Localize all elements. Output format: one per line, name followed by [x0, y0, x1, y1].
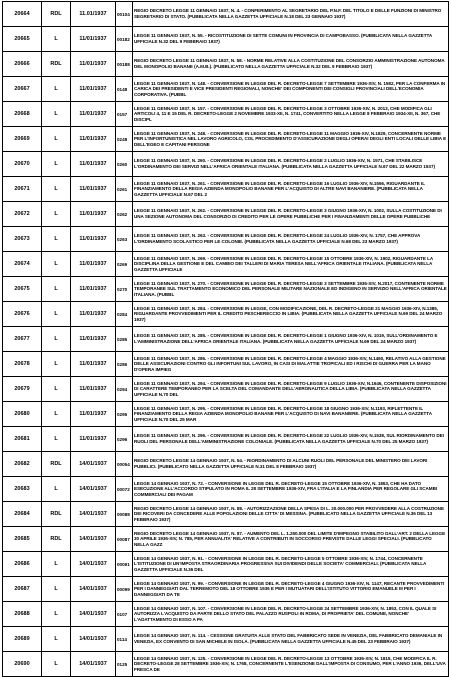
act-description	[133, 177, 449, 202]
act-type: L	[42, 102, 71, 127]
act-description-text: LEGGE 11 GENNAIO 1937, N. 262. - CONVERSIONE IN LEGGE DEL R. DECRETO-LEGGE 3 GIUGNO 1936-XIV, N. 1002, SULLA COSTITUZIONE DI UNA SEZIONE AUTONOMA DEL CONSORZIO DI CREDITO PER LE OPERE PUBBLICHE PER I FINANZIAMENTI DELLE OPERE PUBBLICHE	[134, 208, 442, 219]
act-description-text: LEGGE 11 GENNAIO 1937, N. 263. - CONVERSIONE IN LEGGE DEL R. DECRETO-LEGGE 24 LUGLIO 1936-XIV, N. 1757, CHE APPROVA L'ORDINAMENTO SCOLASTICO PER LE COLONIE. (PUBBLICATA NELLA GAZZETTA UFFICIALE N.68 DEL 23 MARZO 1937)	[134, 233, 421, 244]
register-table	[2, 1, 449, 677]
act-code: 0263	[116, 227, 133, 252]
table-row	[3, 327, 449, 352]
act-date: 11/01/1937	[71, 302, 116, 327]
record-number: 20672	[3, 202, 42, 227]
act-code: 0262	[116, 202, 133, 227]
act-type: L	[42, 127, 71, 152]
act-type: RDL	[42, 452, 71, 477]
act-description-text: LEGGE 11 GENNAIO 1937, N. 148. - CONVERSIONE IN LEGGE DEL R. DECRETO-LEGGE 7 SETTEMBRE 1936-XIV, N. 1582, PER LA CONFERMA IN CARICA DEI PRESIDENTI E VICE PRESIDENTI REGIONALI, NONCHE' DEI COMPONENTI DEI CONSIGLI PROVINCIALI DELL'ECONOMIA CORPORATIVA. (PUBBL	[134, 80, 446, 97]
table-row	[3, 177, 449, 202]
record-number: 20684	[3, 502, 42, 527]
act-description-text: LEGGE 11 GENNAIO 1937, N. 157. - CONVERSIONE IN LEGGE DEL R. DECRETO-LEGGE 3 OTTOBRE 1936-XIV, N. 2013, CHE MODIFICA GLI ARTICOLI 4, 11 E 15 DEL R. DECRETO-LEGGE 2 NOVEMBRE 1933-XII, N. 1741, CONVERTITO NELLA LEGGE 8 FEBBRAIO 1934-XII, N. 367, CHE DISCIPL	[134, 105, 441, 122]
act-code: 0294	[116, 377, 133, 402]
act-type: L	[42, 152, 71, 177]
act-description-text: LEGGE 14 GENNAIO 1937, N. 91. - CONVERSIONE IN LEGGE DEL R. DECRETO-LEGGE 5 OTTOBRE 1936-XIV, N. 1744, CONCERNENTE L'ISTITUZIONE DI UN'IMPOSTA STRAORDINARIA PROGRESSIVA SUI DIVIDENDI DELLE SOCIETA' COMMERCIALI. (PUBBLICATA NELLA GAZZETTA UFFICIALE N.36 DEL	[134, 555, 427, 572]
act-description-text: LEGGE 11 GENNAIO 1937, N. 248. - CONVERSIONE IN LEGGE DEL R. DECRETO-LEGGE 11 MAGGIO 1936-XIV, N.1829, CONCERNENTE NORME PER L'INFORTUNISTICA NEL LAVORO AGRICOLO, COL PROCEDIMENTO D'ASSICURAZIONE DEGLI OPERAI DEGLI ENTI LOCALI DELLE LIBIA E DELL'EGEO E CAPITANI PERSONE	[134, 130, 447, 147]
record-number: 20681	[3, 427, 42, 452]
record-number: 20683	[3, 477, 42, 502]
record-number: 20687	[3, 577, 42, 602]
act-description	[133, 527, 449, 552]
table-row	[3, 102, 449, 127]
act-code: 00054	[116, 452, 133, 477]
table-row	[3, 402, 449, 427]
record-number: 20686	[3, 552, 42, 577]
act-type: L	[42, 427, 71, 452]
record-number: 20667	[3, 77, 42, 102]
table-row	[3, 352, 449, 377]
act-code: 00087	[116, 527, 133, 552]
act-type: L	[42, 77, 71, 102]
act-description	[133, 202, 449, 227]
act-type: L	[42, 227, 71, 252]
record-number: 20680	[3, 402, 42, 427]
act-type: L	[42, 402, 71, 427]
table-row	[3, 552, 449, 577]
table-row	[3, 127, 449, 152]
act-description	[133, 327, 449, 352]
record-number: 20682	[3, 452, 42, 477]
record-number: 20668	[3, 102, 42, 127]
act-description	[133, 102, 449, 127]
register-body	[3, 2, 449, 677]
act-type: L	[42, 477, 71, 502]
record-number: 20673	[3, 227, 42, 252]
record-number: 20664	[3, 2, 42, 27]
act-type: L	[42, 602, 71, 627]
act-type: RDL	[42, 52, 71, 77]
act-type: L	[42, 652, 71, 677]
act-type: RDL	[42, 502, 71, 527]
table-row	[3, 427, 449, 452]
act-description	[133, 252, 449, 277]
table-row	[3, 77, 449, 102]
table-row	[3, 452, 449, 477]
table-row	[3, 377, 449, 402]
act-code: 00072	[116, 477, 133, 502]
act-code: 0269	[116, 252, 133, 277]
act-code: 0296	[116, 427, 133, 452]
act-code: 00104	[116, 2, 133, 27]
act-date: 14/01/1937	[71, 602, 116, 627]
act-type: L	[42, 177, 71, 202]
act-code: 00188	[116, 52, 133, 77]
act-description-text: LEGGE 14 GENNAIO 1937, N. 114. - CESSIONE GRATUITA ALLE STATO DEL FABBRICATO SEDE IN VENEZIA, DEL FABBRICATO DEMANIALE IN VENEZIA, EX CONVENTO DI SAN MICHELE IN ISOLA. (PUBBLICATA NELLA GAZZETTA UFFICIALE N.45 DEL 23 FEBBRAIO 1937)	[134, 633, 443, 644]
act-code: 0270	[116, 277, 133, 302]
act-date: 14/01/1937	[71, 652, 116, 677]
table-row	[3, 502, 449, 527]
record-number: 20676	[3, 302, 42, 327]
act-description-text: REGIO DECRETO LEGGE 11 GENNAIO 1937, N. 58. - NORME RELATIVE ALLA COSTITUZIONE DEL CONSORZIO AMMINISTRAZIONE AUTONOMA DEL MONOPOLIO BANANE (A.M.B.). (PUBBLICATO NELLA GAZZETTA UFFICIALE N.32 DEL 9 FEBBRAIO 1937)	[134, 58, 445, 69]
act-code: 0284	[116, 302, 133, 327]
act-description-text: LEGGE 11 GENNAIO 1937, N. 284. - CONVERSIONE IN LEGGE, CON MODIFICAZIONE, DEL R. DECRETO-LEGGE 21 MAGGIO 1936-XIV, N.1385, RIGUARDANTE PROVVEDIMENTI PER IL CREDITO PESCHERECCIO IN LIBIA. (PUBBLICATA NELLA GAZZETTA UFFICIALE N.69 DEL 24 MARZO 1937)	[134, 305, 443, 322]
act-date: 11/01/1937	[71, 352, 116, 377]
record-number: 20690	[3, 652, 42, 677]
table-row	[3, 202, 449, 227]
act-type: L	[42, 327, 71, 352]
act-date: 11/01/1937	[71, 27, 116, 52]
act-description-text: LEGGE 14 GENNAIO 1937, N. 125. - CONVERSIONE IN LEGGE DEL R. DECRETO-LEGGE 13 OTTOBRE 1936-XIV, N. 1815, CHE MODIFICA IL R. DECRETO-LEGGE 28 SETTEMBRE 1936-XIV, N. 1768, CONCERNENTE L'ESENZIONE DALL'IMPOSTA DI CONSUMO, PER L'ANNO 1936, DELL'UVA FRESCA DE	[134, 655, 446, 672]
act-code: 0148	[116, 77, 133, 102]
act-description	[133, 277, 449, 302]
act-description	[133, 502, 449, 527]
act-description	[133, 377, 449, 402]
table-row	[3, 27, 449, 52]
act-description-text: REGIO DECRETO LEGGE 14 GENNAIO 1937, N. 54. - RIORDINAMENTO DI ALCUNI RUOLI DEL PERSONALE DEL MINISTERO DEI LAVORI PUBBLICI. (PUBBLICATO NELLA GAZZETTA UFFICIALE N.31 DEL 8 FEBBRAIO 1937)	[134, 458, 428, 469]
act-description	[133, 577, 449, 602]
act-description-text: LEGGE 11 GENNAIO 1937, N. 285. - CONVERSIONE IN LEGGE DEL R. DECRETO-LEGGE 1 GIUGNO 1936-XIV, N. 1019, SULL'ORDINAMENTO E L'AMMINISTRAZIONE DELL'AFRICA ORIENTALE ITALIANA. (PUBBLICATA NELLA GAZZETTA UFFICIALE N.69 DEL 24 MARZO 1937)	[134, 333, 438, 344]
act-date: 14/01/1937	[71, 527, 116, 552]
act-code: 0285	[116, 327, 133, 352]
table-row	[3, 477, 449, 502]
act-type: L	[42, 577, 71, 602]
table-row	[3, 627, 449, 652]
act-description-text: LEGGE 11 GENNAIO 1937, N. 270. - CONVERSIONE IN LEGGE DEL R. DECRETO-LEGGE 3 SETTEMBRE 1936-XIV, N.2017, CONTENENTE NORME TEMPORANEE SUL TRATTAMENTO ECONOMICO DEL PERSONALE MILITARE NAZIONALE ED INDIGENO IN SERVIZIO NELL'AFRICA ORIENTALE ITALIANA. (PUBBL	[134, 280, 447, 297]
act-date: 14/01/1937	[71, 477, 116, 502]
act-date: 11/01/1937	[71, 327, 116, 352]
act-description-text: LEGGE 11 GENNAIO 1937, N. 269. - CONVERSIONE IN LEGGE DEL R. DECRETO-LEGGE 15 OTTOBRE 1936-XIV, N. 1902, RIGUARDANTE LA DISCIPLINA DELLA GESTIONE E DEL CAMBIO DEI TALLERI DI MARIA TERESA NELL'AFRICA ORIENTALE ITALIANA. (PUBBLICATA NELLA GAZZETTA UFFICIALE	[134, 255, 434, 272]
act-code: 0125	[116, 652, 133, 677]
act-description	[133, 27, 449, 52]
act-type: L	[42, 252, 71, 277]
record-number: 20678	[3, 352, 42, 377]
act-date: 14/01/1937	[71, 452, 116, 477]
act-type: L	[42, 377, 71, 402]
act-code: 0260	[116, 152, 133, 177]
act-description	[133, 402, 449, 427]
act-code: 0248	[116, 127, 133, 152]
act-description-text: REGIO DECRETO LEGGE 14 GENNAIO 1937, N. 88. - AUTORIZZAZIONE DELLA SPESA DI L. 20.000.000 PER PROVVEDERE ALLA COSTRUZIONE DEI RICOVERI DA CONCEDERE ALLE POPOLAZIONI DELLE CITTA' DI MESSINA. (PUBBLICATO NELLA GAZZETTA UFFICIALE N.36 DEL 13 FEBBRAIO 1937)	[134, 505, 444, 522]
act-date: 11/01/1937	[71, 227, 116, 252]
act-description	[133, 652, 449, 677]
act-code: 00088	[116, 502, 133, 527]
act-code: 0286	[116, 352, 133, 377]
act-code: 0107	[116, 602, 133, 627]
act-description-text: LEGGE 11 GENNAIO 1937, N. 260. - CONVERSIONE IN LEGGE DEL R. DECRETO-LEGGE 2 LUGLIO 1936-XIV, N. 1571, CHE STABILISCE L'ORDINAMENTO DEI SERVIZI NELL'AFRICA ORIENTALE ITALIANA. (PUBBLICATA NELLA GAZZETTA UFFICIALE N.67 DEL 22 MARZO 1937)	[134, 158, 435, 169]
act-type: L	[42, 27, 71, 52]
table-row	[3, 52, 449, 77]
act-description-text: LEGGE 11 GENNAIO 1937, N. 294. - CONVERSIONE IN LEGGE DEL R. DECRETO-LEGGE 9 LUGLIO 1936-XIV, N.1646, CONTENENTE DISPOSIZIONI DI CARATTERE TEMPORANEO PER LA SCELTA DEL COMANDANTE DELL'AERONAUTICA DELLA LIBIA. (PUBBLICATA NELLA GAZZETTA UFFICIALE N.70 DEL	[134, 380, 447, 397]
table-row	[3, 577, 449, 602]
act-description	[133, 452, 449, 477]
act-date: 11/01/1937	[71, 202, 116, 227]
table-row	[3, 152, 449, 177]
act-code: 00091	[116, 552, 133, 577]
act-date: 11/01/1937	[71, 252, 116, 277]
act-date: 11.01/1937	[71, 2, 116, 27]
act-type: L	[42, 277, 71, 302]
act-date: 11/01/1937	[71, 52, 116, 77]
act-description-text: LEGGE 14 GENNAIO 1937, N. 107. - CONVERSIONE IN LEGGE DEL R. DECRETO-LEGGE 24 SETTEMBRE 1936-XIV, N. 1853, CON IL QUALE SI AUTORIZZA L'ACQUISTO DA PARTE DELLO STATO DEL PALAZZO RUSPOLI IN ROMA, DI PROPRIETA' DEL COMUNE, NONCHE' L'ADATTAMENTO DI ESSO A PA	[134, 605, 437, 622]
act-date: 11/01/1937	[71, 277, 116, 302]
act-description	[133, 552, 449, 577]
record-number: 20666	[3, 52, 42, 77]
act-type: L	[42, 552, 71, 577]
act-date: 11/01/1937	[71, 402, 116, 427]
record-number: 20685	[3, 527, 42, 552]
act-description	[133, 627, 449, 652]
record-number: 20670	[3, 152, 42, 177]
record-number: 20671	[3, 177, 42, 202]
act-code: 00099	[116, 577, 133, 602]
act-type: RDL	[42, 527, 71, 552]
act-description-text: LEGGE 14 GENNAIO 1937, N. 99. - CONVERSIONE IN LEGGE DEL R. DECRETO-LEGGE 4 GIUGNO 1936-XIV, N. 1147, RECANTE PROVVEDIMENTI PER I DANNEGGIATI DAL TERREMOTO DEL 18 OTTOBRE 1936 E PER I MUTUATARI DELL'ISTITUTO VITTORIO EMANUELE III PER I DANNEGGIATI DA TE	[134, 580, 445, 597]
record-number: 20674	[3, 252, 42, 277]
act-description-text: LEGGE 11 GENNAIO 1937, N. 55. - RICOSTITUZIONE DI SETTE COMUNI IN PROVINCIA DI CAMPOBASSO. (PUBBLICATA NELLA GAZZETTA UFFICIALE N.32 DEL 9 FEBBRAIO 1937)	[134, 33, 432, 44]
record-number: 20689	[3, 627, 42, 652]
act-date: 11/01/1937	[71, 102, 116, 127]
act-date: 11/01/1937	[71, 427, 116, 452]
table-row	[3, 277, 449, 302]
act-description-text: LEGGE 11 GENNAIO 1937, N. 286. - CONVERSIONE IN LEGGE DEL R. DECRETO-LEGGE 4 MAGGIO 1936-XIV, N.1460, RELATIVO ALLA GESTIONE DELLE ASSICURAZIONI CONTRO GLI INFORTUNI SUL LAVORO, IN CASI DI MALATTIE TROPICALI ED I RISCHI DI GUERRA PER LA MANO D'OPERA IMPIEG	[134, 355, 446, 372]
act-code: 00182	[116, 27, 133, 52]
act-type: RDL	[42, 2, 71, 27]
table-row	[3, 652, 449, 677]
act-date: 11/01/1937	[71, 377, 116, 402]
act-description	[133, 127, 449, 152]
table-row	[3, 252, 449, 277]
act-description	[133, 77, 449, 102]
record-number: 20669	[3, 127, 42, 152]
act-code: 0114	[116, 627, 133, 652]
record-number: 20665	[3, 27, 42, 52]
act-date: 11/01/1937	[71, 152, 116, 177]
act-date: 11/01/1937	[71, 77, 116, 102]
act-description	[133, 352, 449, 377]
table-row	[3, 527, 449, 552]
act-description	[133, 227, 449, 252]
table-row	[3, 602, 449, 627]
act-type: L	[42, 202, 71, 227]
act-description-text: LEGGE 14 GENNAIO 1937, N. 72. - CONVERSIONE IN LEGGE DEL R. DECRETO-LEGGE 15 OTTOBRE 1936-XIV, N. 1863, CHE HA DATO ESECUZIONE ALL'ACCORDO STIPULATO IN ROMA IL 28 SETTEMBRE 1936-XIV, FRA L'ITALIA E LA FINLANDIA PER REGOLARE GLI SCAMBI COMMERCIALI DEI PAGAM	[134, 480, 438, 497]
act-type: L	[42, 627, 71, 652]
record-number: 20688	[3, 602, 42, 627]
act-code: 0261	[116, 177, 133, 202]
act-type: L	[42, 352, 71, 377]
act-description	[133, 52, 449, 77]
act-description-text: LEGGE 11 GENNAIO 1937, N. 261. - CONVERSIONE IN LEGGE DEL R. DECRETO-LEGGE 16 LUGLIO 1936-XIV, N.1556, RIGUARDANTE IL FINANZIAMENTO DELLA REGIA AZIENDA MONOPOLIO BANANE PER L'ACQUISTO DI ALTRE NAVI BANANIERE. (PUBBLICATA NELLA GAZZETTA UFFICIALE N.67 DEL 2	[134, 180, 425, 197]
act-date: 14/01/1937	[71, 552, 116, 577]
act-description-text: REGIO DECRETO LEGGE 11 GENNAIO 1937, N. 4. - CONFERIMENTO AL SEGRETARIO DEL P.N.F. DEL TITOLO E DELLE FUNZIONI DI MINISTRO SEGRETARIO DI STATO. (PUBBLICATA NELLA GAZZETTA UFFICIALE N.18 DEL 23 GENNAIO 1937)	[134, 8, 442, 19]
act-date: 14/01/1937	[71, 577, 116, 602]
act-description	[133, 602, 449, 627]
act-description	[133, 152, 449, 177]
act-type: L	[42, 302, 71, 327]
act-description-text: REGIO DECRETO LEGGE 14 GENNAIO 1937, N. 87. - AUMENTO DEL L. 1.250.000 DEL LIMITE D'IMPEGNO STABILITO DALL'ART. 2 DELLA LEGGE 30 APRILE 1936-XIV, N. 785, PER ANNUALITA' RELATIVE A CONTRIBUTI IN SOCCORSO PREVISTE DALLE LEGGI SPECIALI. (PUBBLICATO NELLA GAZZ	[134, 530, 446, 547]
record-number: 20679	[3, 377, 42, 402]
act-description	[133, 302, 449, 327]
table-row	[3, 227, 449, 252]
act-code: 0295	[116, 402, 133, 427]
record-number: 20677	[3, 327, 42, 352]
record-number: 20675	[3, 277, 42, 302]
act-description	[133, 427, 449, 452]
act-description-text: LEGGE 11 GENNAIO 1937, N. 295. - CONVERSIONE IN LEGGE DEL R. DECRETO-LEGGE 18 GIUGNO 1936-XIV, N.1193, RIFLETTENTE IL FINANZIAMENTO DELLA REGIA AZIENDA MONOPOLIO BANANE PER L'ACQUISTO DI NAVI BANANIERE. (PUBBLICATA NELLA GAZZETTA UFFICIALE N.70 DEL 25 MAR	[134, 405, 432, 422]
act-date: 14/01/1937	[71, 502, 116, 527]
act-date: 11/01/1937	[71, 127, 116, 152]
act-description-text: LEGGE 11 GENNAIO 1937, N. 296. - CONVERSIONE IN LEGGE DEL R. DECRETO-LEGGE 22 LUGLIO 1936-XIV, N.1538, SUL RIORDINAMENTO DEI RUOLI DEL PERSONALE DELL'AMMINISTRAZIONE COLONIALE. (PUBBLICATA NELLA GAZZETTA UFFICIALE N.70 DEL 25 MARZO 1937)	[134, 433, 444, 444]
act-description	[133, 2, 449, 27]
act-description	[133, 477, 449, 502]
act-date: 11/01/1937	[71, 177, 116, 202]
act-code: 0157	[116, 102, 133, 127]
table-row	[3, 2, 449, 27]
table-row	[3, 302, 449, 327]
act-date: 14/01/1937	[71, 627, 116, 652]
